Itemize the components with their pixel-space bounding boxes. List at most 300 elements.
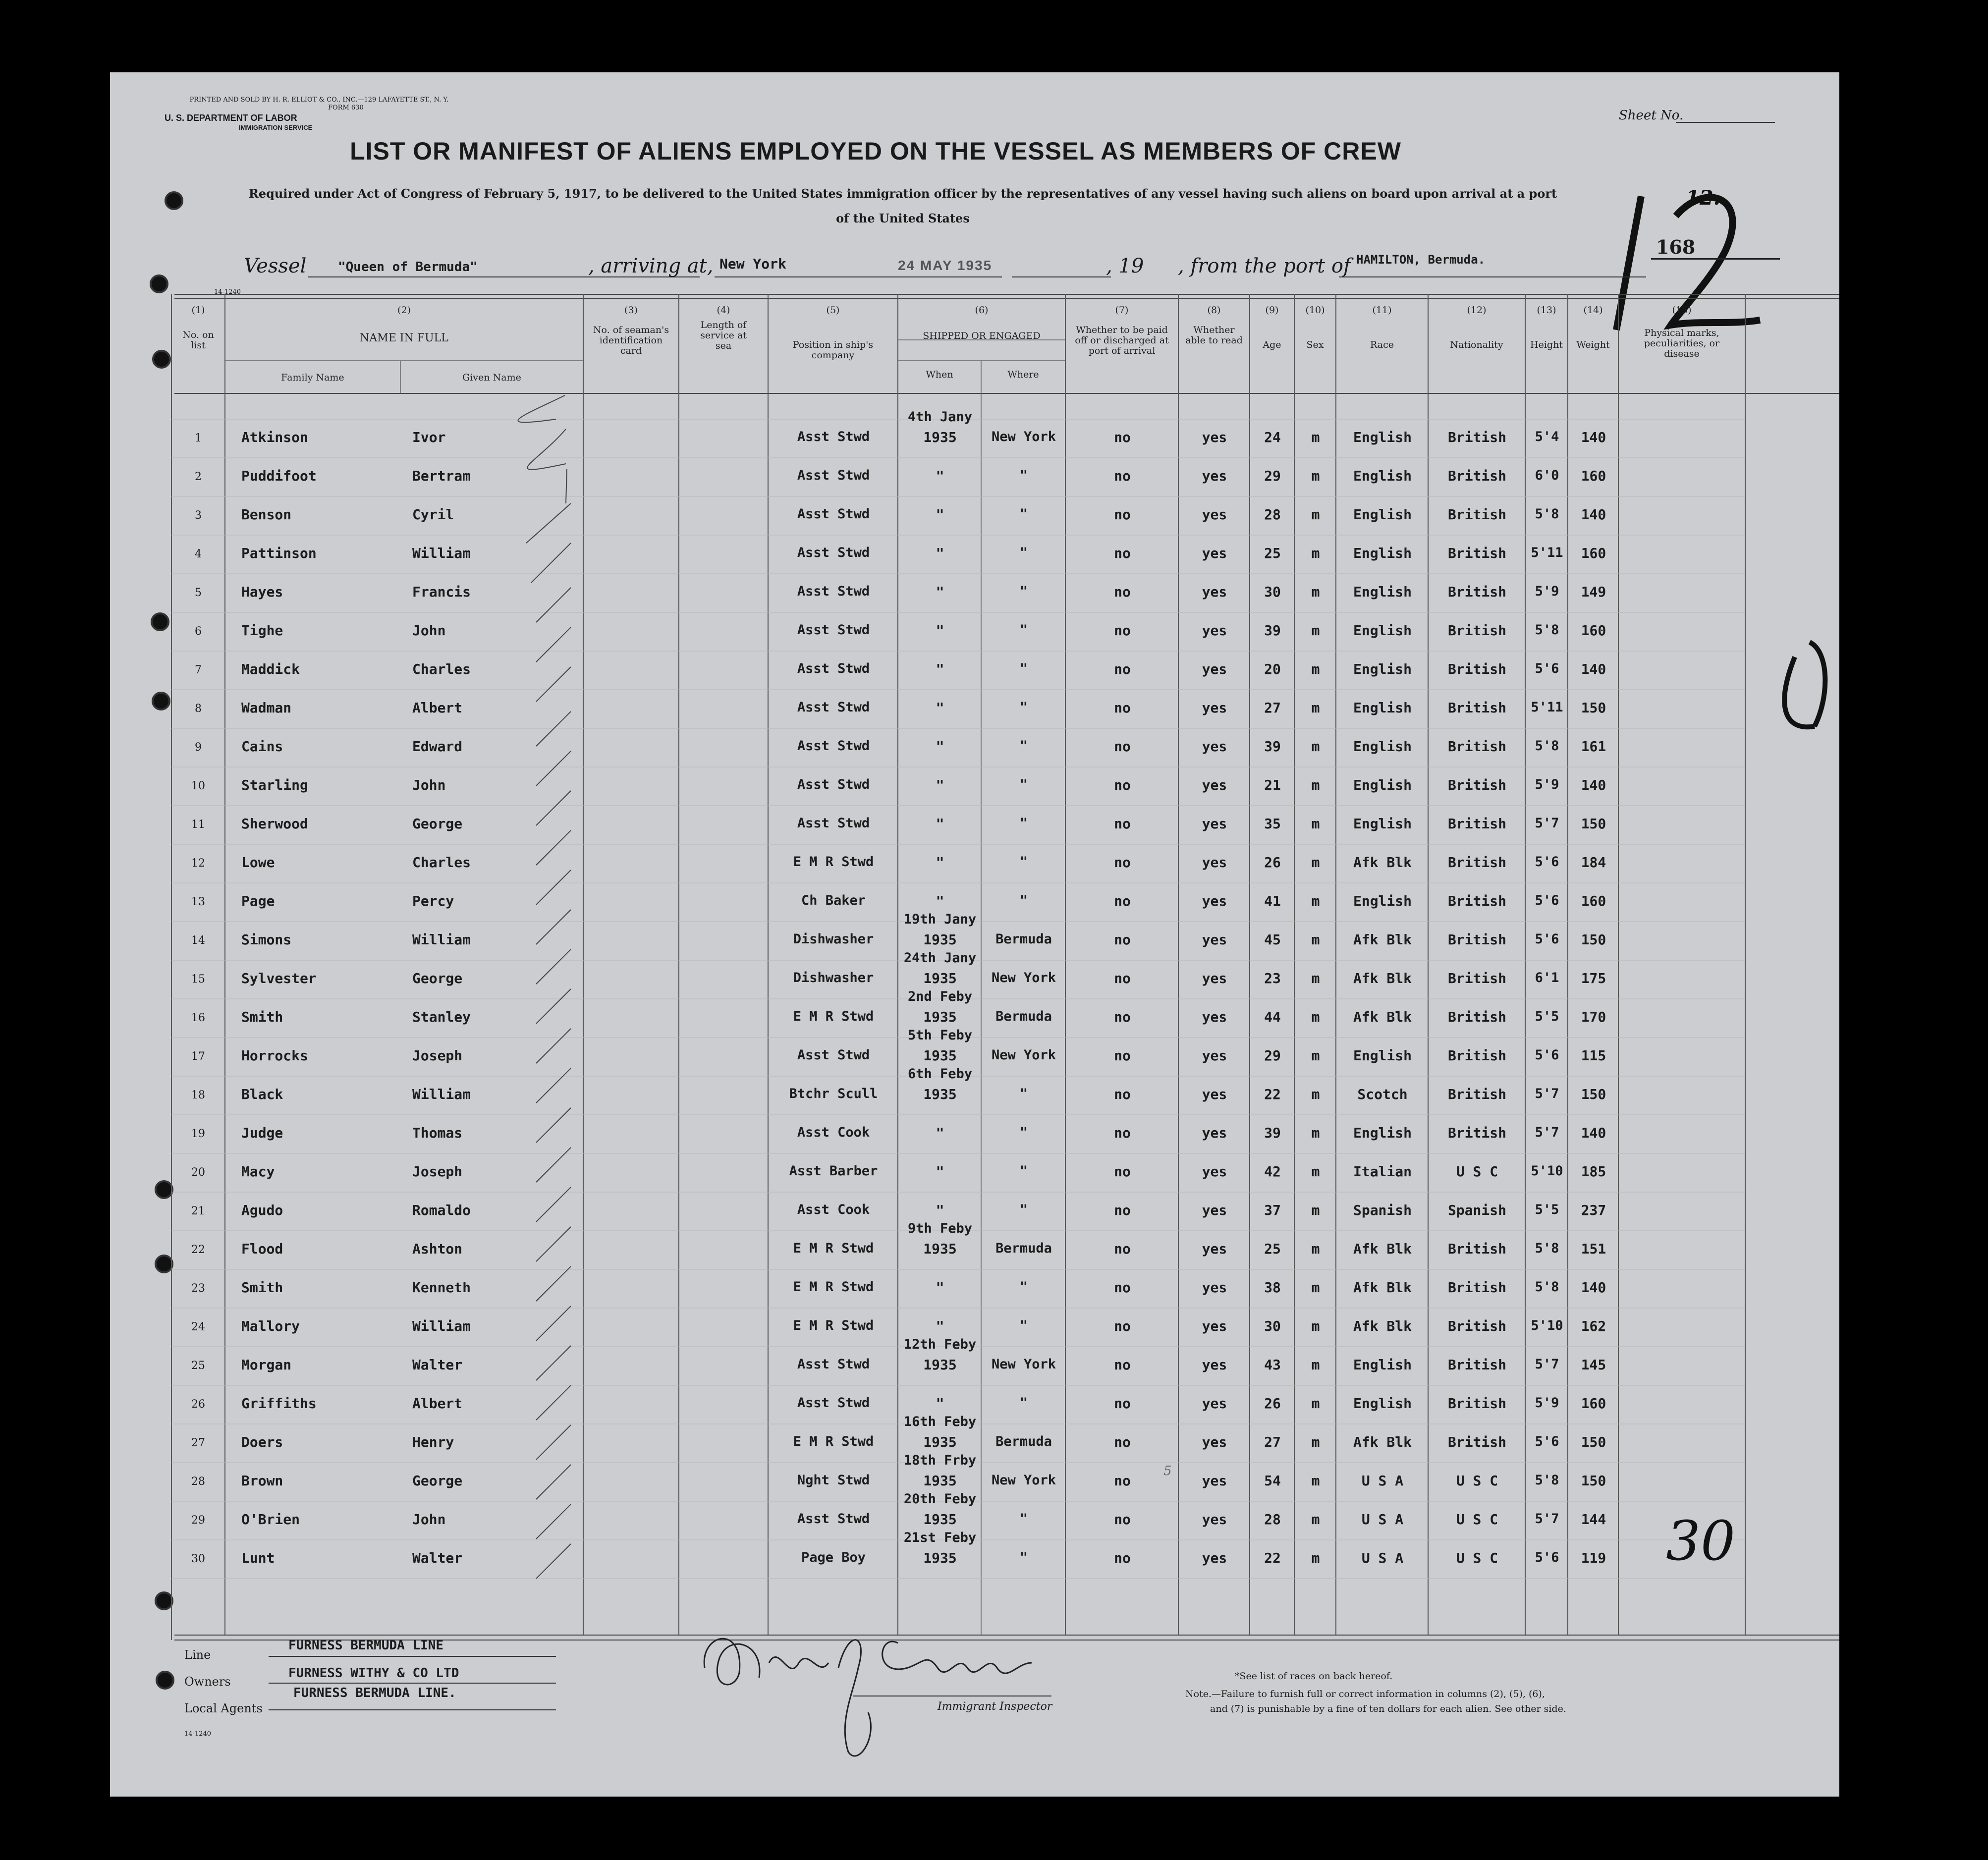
race: U S A (1361, 1511, 1404, 1528)
family-name: Horrocks (241, 1047, 308, 1064)
race: English (1353, 700, 1412, 716)
able-to-read: yes (1202, 429, 1227, 445)
age: 30 (1264, 1318, 1281, 1334)
sex: m (1311, 506, 1320, 523)
position: E M R Stwd (793, 1318, 874, 1333)
col12-num: (12) (1467, 305, 1487, 316)
race: Afk Blk (1353, 970, 1412, 986)
shipped-where: " (1019, 1202, 1028, 1217)
paid-off: no (1114, 1318, 1131, 1334)
shipped-where: Bermuda (995, 1434, 1052, 1449)
weight: 150 (1581, 1086, 1606, 1102)
height: 5'6 (1535, 661, 1559, 676)
shipped-where: " (1019, 1550, 1028, 1565)
shipped-when: " (936, 468, 944, 484)
nationality: U S C (1456, 1550, 1498, 1566)
age: 20 (1264, 661, 1281, 677)
race: U S A (1361, 1550, 1404, 1566)
height: 5'8 (1535, 622, 1559, 638)
position: Asst Stwd (797, 816, 870, 831)
shipped-when: " (936, 1318, 944, 1334)
row-number: 18 (191, 1089, 205, 1101)
race: Afk Blk (1353, 1434, 1412, 1450)
able-to-read: yes (1202, 1086, 1227, 1102)
race: Afk Blk (1353, 854, 1412, 871)
paid-off: no (1114, 777, 1131, 793)
race: Italian (1353, 1163, 1412, 1180)
given-name: Joseph (412, 1047, 463, 1064)
col6-header: SHIPPED OR ENGAGED (923, 330, 1041, 341)
sex: m (1311, 816, 1320, 832)
able-to-read: yes (1202, 545, 1227, 561)
paid-off: no (1114, 1125, 1131, 1141)
age: 29 (1264, 1047, 1281, 1064)
height: 5'9 (1535, 1395, 1559, 1411)
weight: 145 (1581, 1357, 1606, 1373)
shipped-where: New York (991, 1357, 1056, 1372)
weight: 161 (1581, 738, 1606, 755)
weight: 162 (1581, 1318, 1606, 1334)
age: 26 (1264, 1395, 1281, 1412)
col2-header: NAME IN FULL (360, 332, 448, 344)
height: 5'9 (1535, 777, 1559, 792)
family-name: O'Brien (241, 1511, 300, 1528)
nationality: British (1447, 700, 1506, 716)
sex: m (1311, 777, 1320, 793)
col12-header: Nationality (1450, 339, 1503, 350)
shipped-where: " (1019, 1318, 1028, 1333)
family-name: Starling (241, 777, 308, 793)
row-number: 29 (191, 1514, 205, 1527)
position: Asst Stwd (797, 584, 870, 599)
weight: 140 (1581, 1125, 1606, 1141)
shipped-where: " (1019, 584, 1028, 599)
given-name: Kenneth (412, 1279, 471, 1296)
shipped-date: 20th Feby (903, 1491, 977, 1507)
shipped-where: Bermuda (995, 1241, 1052, 1256)
position: Asst Stwd (797, 1395, 870, 1411)
position: E M R Stwd (793, 1009, 874, 1024)
height: 5'9 (1535, 584, 1559, 599)
shipped-date: 12th Feby (903, 1337, 977, 1352)
position: Asst Barber (789, 1163, 878, 1179)
paid-off: no (1114, 584, 1131, 600)
nationality: British (1447, 506, 1506, 523)
race: English (1353, 622, 1412, 639)
col1-num: (1) (191, 305, 205, 316)
age: 43 (1264, 1357, 1281, 1373)
family-name: Sherwood (241, 816, 308, 832)
given-name: Edward (412, 738, 463, 755)
shipped-when: " (936, 700, 944, 716)
sheet-number-hand: 12. (1686, 186, 1720, 210)
given-name: Ashton (412, 1241, 463, 1257)
col3-header: No. of seaman's identification card (593, 325, 669, 356)
shipped-where: " (1019, 700, 1028, 715)
row-number: 12 (191, 857, 205, 870)
family-name: Lunt (241, 1550, 275, 1566)
height: 5'7 (1535, 816, 1559, 831)
col4-num: (4) (717, 305, 730, 316)
subtitle: Required under Act of Congress of February 5, 1917, to be delivered to the United States immigration officer by the representatives of any vessel having such aliens on board upon arrival at a port (248, 186, 1557, 201)
row-number: 17 (191, 1050, 205, 1063)
position: Asst Stwd (797, 1511, 870, 1527)
col7-num: (7) (1115, 305, 1129, 316)
col11-num: (11) (1372, 305, 1392, 316)
shipped-date: 18th Frby (903, 1453, 977, 1468)
weight: 150 (1581, 816, 1606, 832)
age: 27 (1264, 700, 1281, 716)
family-name: Tighe (241, 622, 283, 639)
position: Asst Stwd (797, 622, 870, 638)
shipped-when: 1935 (923, 970, 957, 986)
sex: m (1311, 700, 1320, 716)
paid-off: no (1114, 506, 1131, 523)
able-to-read: yes (1202, 1318, 1227, 1334)
age: 25 (1264, 1241, 1281, 1257)
able-to-read: yes (1202, 622, 1227, 639)
family-name: Benson (241, 506, 292, 523)
col9-header: Age (1263, 339, 1281, 350)
sex: m (1311, 429, 1320, 445)
age: 45 (1264, 931, 1281, 948)
sex: m (1311, 854, 1320, 871)
family-name: Macy (241, 1163, 275, 1180)
family-name: Smith (241, 1279, 283, 1296)
shipped-date: 16th Feby (903, 1414, 977, 1429)
col11-header: Race (1370, 339, 1394, 350)
paid-off: no (1114, 738, 1131, 755)
sex: m (1311, 1434, 1320, 1450)
vessel-label: Vessel (244, 255, 307, 277)
weight: 170 (1581, 1009, 1606, 1025)
shipped-when: " (936, 622, 944, 639)
weight: 149 (1581, 584, 1606, 600)
age: 39 (1264, 1125, 1281, 1141)
family-name: Atkinson (241, 429, 308, 445)
shipped-where: " (1019, 661, 1028, 676)
paid-off: no (1114, 661, 1131, 677)
col15-header: Physical marks, peculiarities, or disease (1644, 328, 1720, 359)
weight: 160 (1581, 893, 1606, 909)
height: 5'7 (1535, 1125, 1559, 1140)
sex: m (1311, 1550, 1320, 1566)
shipped-when: " (936, 893, 944, 909)
race: Scotch (1357, 1086, 1408, 1102)
footer-form-code: 14-1240 (184, 1730, 212, 1738)
sheet-label: Sheet No. (1619, 108, 1684, 123)
position: Btchr Scull (789, 1086, 878, 1101)
weight: 140 (1581, 777, 1606, 793)
nationality: U S C (1456, 1473, 1498, 1489)
height: 5'5 (1535, 1202, 1559, 1217)
given-name: Walter (412, 1550, 463, 1566)
race: English (1353, 1395, 1412, 1412)
sex: m (1311, 1202, 1320, 1218)
sex: m (1311, 1009, 1320, 1025)
age: 21 (1264, 777, 1281, 793)
height: 5'6 (1535, 1047, 1559, 1063)
age: 44 (1264, 1009, 1281, 1025)
nationality: British (1447, 1125, 1506, 1141)
given-name: William (412, 1086, 471, 1102)
able-to-read: yes (1202, 1241, 1227, 1257)
given-name: Ivor (412, 429, 446, 445)
sex: m (1311, 545, 1320, 561)
shipped-where: " (1019, 1163, 1028, 1179)
family-name: Morgan (241, 1357, 292, 1373)
total-count: 30 (1666, 1509, 1735, 1573)
shipped-where: " (1019, 816, 1028, 831)
position: Asst Stwd (797, 468, 870, 483)
row-number: 5 (195, 587, 202, 599)
race: U S A (1361, 1473, 1404, 1489)
weight: 150 (1581, 1434, 1606, 1450)
height: 5'4 (1535, 429, 1559, 444)
col2-given: Given Name (462, 372, 521, 383)
height: 5'10 (1531, 1163, 1563, 1179)
nationality: British (1447, 622, 1506, 639)
shipped-when: 1935 (923, 1009, 957, 1025)
nationality: British (1447, 970, 1506, 986)
vessel-name: "Queen of Bermuda" (338, 260, 478, 274)
arriving-port: New York (719, 256, 786, 272)
shipped-when: 1935 (923, 1241, 957, 1257)
able-to-read: yes (1202, 1511, 1227, 1528)
col8-num: (8) (1207, 305, 1221, 316)
row-number: 26 (191, 1398, 205, 1411)
paid-off: no (1114, 1241, 1131, 1257)
paid-off: no (1114, 1395, 1131, 1412)
shipped-when: " (936, 1395, 944, 1412)
shipped-when: 1935 (923, 1047, 957, 1064)
sex: m (1311, 893, 1320, 909)
shipped-where: " (1019, 545, 1028, 560)
weight: 140 (1581, 429, 1606, 445)
col13-num: (13) (1537, 305, 1556, 316)
paid-off: no (1114, 970, 1131, 986)
position: Asst Stwd (797, 661, 870, 676)
race: Afk Blk (1353, 931, 1412, 948)
family-name: Wadman (241, 700, 292, 716)
col9-num: (9) (1265, 305, 1279, 316)
paid-off: no (1114, 1434, 1131, 1450)
paid-off: no (1114, 1357, 1131, 1373)
shipped-when: 1935 (923, 931, 957, 948)
family-name: Brown (241, 1473, 283, 1489)
given-name: Charles (412, 661, 471, 677)
paid-off: no (1114, 816, 1131, 832)
able-to-read: yes (1202, 1202, 1227, 1218)
family-name: Flood (241, 1241, 283, 1257)
family-name: Sylvester (241, 970, 317, 986)
height: 5'5 (1535, 1009, 1559, 1024)
weight: 160 (1581, 622, 1606, 639)
nationality: British (1447, 1395, 1506, 1412)
height: 5'8 (1535, 1279, 1559, 1295)
given-name: John (412, 1511, 446, 1528)
able-to-read: yes (1202, 506, 1227, 523)
shipped-when: " (936, 1163, 944, 1180)
sex: m (1311, 1395, 1320, 1412)
position: Asst Stwd (797, 700, 870, 715)
nationality: British (1447, 545, 1506, 561)
position: Asst Stwd (797, 777, 870, 792)
shipped-date: 2nd Feby (907, 989, 973, 1004)
able-to-read: yes (1202, 893, 1227, 909)
col13-header: Height (1530, 339, 1563, 350)
row-number: 3 (195, 509, 202, 522)
row-number: 4 (195, 548, 202, 560)
paid-off: no (1114, 622, 1131, 639)
page-title: LIST OR MANIFEST OF ALIENS EMPLOYED ON THE VESSEL AS MEMBERS OF CREW (350, 137, 1401, 165)
able-to-read: yes (1202, 738, 1227, 755)
sex: m (1311, 1511, 1320, 1528)
family-name: Lowe (241, 854, 275, 871)
able-to-read: yes (1202, 1279, 1227, 1296)
shipped-when: " (936, 1202, 944, 1218)
able-to-read: yes (1202, 1009, 1227, 1025)
paid-off: no (1114, 1550, 1131, 1566)
position: E M R Stwd (793, 1279, 874, 1295)
shipped-when: " (936, 1125, 944, 1141)
race: English (1353, 661, 1412, 677)
shipped-when: " (936, 738, 944, 755)
able-to-read: yes (1202, 1125, 1227, 1141)
col14-header: Weight (1576, 339, 1610, 350)
nationality: British (1447, 584, 1506, 600)
nationality: U S C (1456, 1511, 1498, 1528)
shipped-where: New York (991, 429, 1056, 444)
row-number: 8 (195, 703, 202, 715)
shipped-when: " (936, 545, 944, 561)
able-to-read: yes (1202, 700, 1227, 716)
row-number: 28 (191, 1476, 205, 1488)
sex: m (1311, 931, 1320, 948)
able-to-read: yes (1202, 1550, 1227, 1566)
inspector-signature (690, 1613, 1066, 1764)
nationality: British (1447, 1086, 1506, 1102)
family-name: Black (241, 1086, 283, 1102)
row-number: 24 (191, 1321, 205, 1333)
given-name: Francis (412, 584, 471, 600)
margin-mark: 5 (1163, 1464, 1172, 1478)
nationality: British (1447, 429, 1506, 445)
row-number: 23 (191, 1282, 205, 1295)
shipped-when: 1935 (923, 1473, 957, 1489)
given-name: Walter (412, 1357, 463, 1373)
height: 6'1 (1535, 970, 1559, 985)
sex: m (1311, 622, 1320, 639)
sex: m (1311, 1086, 1320, 1102)
shipped-when: " (936, 584, 944, 600)
family-name: Griffiths (241, 1395, 317, 1412)
able-to-read: yes (1202, 777, 1227, 793)
owners-label: Owners (184, 1675, 231, 1689)
nationality: British (1447, 1357, 1506, 1373)
height: 5'7 (1535, 1357, 1559, 1372)
height: 5'6 (1535, 893, 1559, 908)
line-value: FURNESS BERMUDA LINE (288, 1638, 444, 1653)
weight: 160 (1581, 1395, 1606, 1412)
col5-num: (5) (826, 305, 840, 316)
row-number: 22 (191, 1244, 205, 1256)
agents-label: Local Agents (184, 1701, 263, 1715)
age: 37 (1264, 1202, 1281, 1218)
sheet-stamp: 168 (1656, 236, 1696, 258)
height: 5'8 (1535, 506, 1559, 522)
shipped-when: " (936, 816, 944, 832)
position: Asst Cook (797, 1202, 870, 1217)
given-name: Charles (412, 854, 471, 871)
position: Asst Stwd (797, 738, 870, 754)
row-number: 19 (191, 1128, 205, 1140)
age: 25 (1264, 545, 1281, 561)
shipped-where: " (1019, 468, 1028, 483)
date-stamp: 24 MAY 1935 (898, 258, 993, 273)
age: 38 (1264, 1279, 1281, 1296)
paid-off: no (1114, 1202, 1131, 1218)
position: E M R Stwd (793, 854, 874, 870)
given-name: Albert (412, 700, 463, 716)
age: 23 (1264, 970, 1281, 986)
col10-num: (10) (1305, 305, 1325, 316)
given-name: George (412, 1473, 463, 1489)
given-name: William (412, 1318, 471, 1334)
row-number: 25 (191, 1360, 205, 1372)
form-code: 14-1240 (214, 288, 241, 296)
nationality: Spanish (1447, 1202, 1506, 1218)
able-to-read: yes (1202, 661, 1227, 677)
age: 41 (1264, 893, 1281, 909)
weight: 115 (1581, 1047, 1606, 1064)
weight: 175 (1581, 970, 1606, 986)
position: E M R Stwd (793, 1241, 874, 1256)
row-number: 1 (195, 432, 202, 444)
height: 5'6 (1535, 1434, 1559, 1449)
col2-num: (2) (397, 305, 411, 316)
sex: m (1311, 1357, 1320, 1373)
weight: 119 (1581, 1550, 1606, 1566)
arriving-label: , arriving at, (588, 255, 714, 277)
sex: m (1311, 1125, 1320, 1141)
weight: 140 (1581, 1279, 1606, 1296)
race: English (1353, 506, 1412, 523)
from-port-label: , from the port of (1178, 255, 1351, 277)
position: Asst Stwd (797, 545, 870, 560)
col4-header: Length of service at sea (700, 320, 747, 351)
paid-off: no (1114, 545, 1131, 561)
race: English (1353, 1047, 1412, 1064)
family-name: Page (241, 893, 275, 909)
row-number: 20 (191, 1166, 205, 1179)
paid-off: no (1114, 1511, 1131, 1528)
col10-header: Sex (1306, 339, 1324, 350)
row-number: 2 (195, 471, 202, 483)
able-to-read: yes (1202, 1163, 1227, 1180)
race: English (1353, 738, 1412, 755)
position: E M R Stwd (793, 1434, 874, 1449)
year-label: , 19 (1106, 255, 1144, 277)
height: 5'7 (1535, 1511, 1559, 1527)
nationality: British (1447, 931, 1506, 948)
family-name: Smith (241, 1009, 283, 1025)
printer-line: PRINTED AND SOLD BY H. R. ELLIOT & CO., INC.—129 LAFAYETTE ST., N. Y. (189, 96, 449, 104)
shipped-when: " (936, 1279, 944, 1296)
nationality: British (1447, 661, 1506, 677)
line-label: Line (184, 1648, 211, 1662)
races-note: *See list of races on back hereof. (1235, 1671, 1393, 1682)
